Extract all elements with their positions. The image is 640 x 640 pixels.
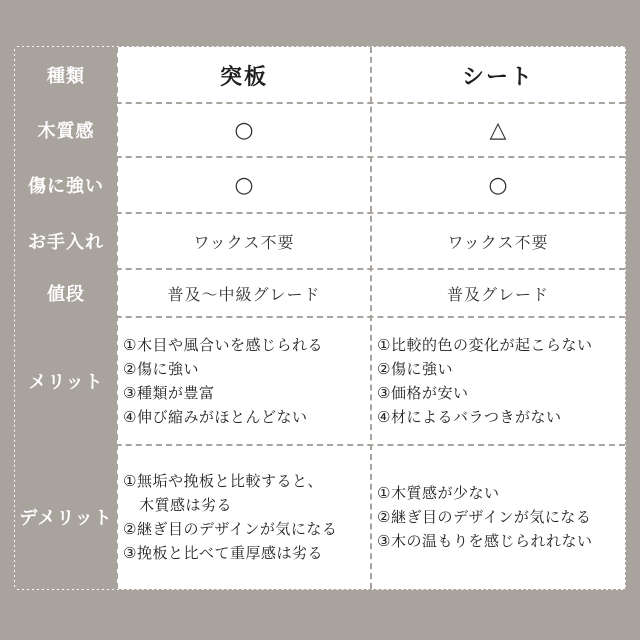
scratch-label: 傷に強い xyxy=(28,176,104,197)
price-sheet-value: 普及グレード xyxy=(446,284,549,304)
demerit-label-cell xyxy=(15,445,117,589)
demerit-sheet-list xyxy=(377,481,592,553)
price-label: 値段 xyxy=(47,284,85,305)
wood-texture-sheet-cell xyxy=(371,103,625,157)
demerit-sheet-cell xyxy=(371,445,625,589)
header-sheet: シート xyxy=(461,64,534,90)
row-divider xyxy=(15,316,625,318)
wood-texture-sheet-symbol: △ xyxy=(489,117,507,143)
price-veneer-cell xyxy=(117,269,371,317)
list-item: ②継ぎ目のデザインが気になる xyxy=(123,520,338,538)
header-label-cell xyxy=(15,47,117,103)
list-item: 木質感は劣る xyxy=(139,496,233,514)
care-veneer-cell xyxy=(117,213,371,269)
column-divider xyxy=(370,47,372,589)
care-veneer-value: ワックス不要 xyxy=(193,232,295,252)
demerit-veneer-cell xyxy=(117,445,371,589)
price-sheet-cell xyxy=(371,269,625,317)
list-item: ②継ぎ目のデザインが気になる xyxy=(377,508,592,526)
list-item: ③木の温もりを感じられれない xyxy=(377,532,593,550)
wood-texture-label-cell xyxy=(15,103,117,157)
care-label-cell xyxy=(15,213,117,269)
demerit-label: デメリット xyxy=(19,508,113,529)
wood-texture-veneer-cell xyxy=(117,103,371,157)
list-item: ①比較的色の変化が起こらない xyxy=(377,336,593,354)
care-sheet-value: ワックス不要 xyxy=(447,232,549,252)
care-sheet-cell xyxy=(371,213,625,269)
list-item: ①無垢や挽板と比較すると、 xyxy=(123,472,323,490)
list-item: ③価格が安い xyxy=(377,384,469,402)
row-divider xyxy=(15,268,625,270)
list-item: ①木目や風合いを感じられる xyxy=(123,336,323,354)
wood-texture-label: 木質感 xyxy=(37,121,95,142)
header-sheet-cell xyxy=(371,47,625,103)
scratch-veneer-symbol: ○ xyxy=(234,172,254,198)
row-divider xyxy=(15,444,625,446)
price-veneer-value: 普及～中級グレード xyxy=(167,284,321,304)
care-label: お手入れ xyxy=(28,232,104,253)
merit-veneer-cell xyxy=(117,317,371,445)
merit-veneer-list xyxy=(123,333,323,429)
merit-sheet-list xyxy=(377,333,592,429)
comparison-table xyxy=(14,46,626,590)
column-divider xyxy=(116,47,118,589)
row-divider xyxy=(15,102,625,104)
list-item: ①木質感が少ない xyxy=(377,484,500,502)
merit-sheet-cell xyxy=(371,317,625,445)
list-item: ②傷に強い xyxy=(123,360,199,378)
price-label-cell xyxy=(15,269,117,317)
list-item: ③種類が豊富 xyxy=(123,384,215,402)
list-item: ③挽板と比べて重厚感は劣る xyxy=(123,544,323,562)
scratch-veneer-cell xyxy=(117,157,371,213)
row-divider xyxy=(15,156,625,158)
scratch-sheet-symbol: ○ xyxy=(488,172,508,198)
merit-label-cell xyxy=(15,317,117,445)
header-veneer: 突板 xyxy=(219,64,268,90)
demerit-veneer-list xyxy=(123,469,337,565)
row-divider xyxy=(15,212,625,214)
wood-texture-veneer-symbol: ○ xyxy=(234,117,254,143)
header-label: 種類 xyxy=(47,66,85,87)
header-veneer-cell xyxy=(117,47,371,103)
list-item: ④材によるバラつきがない xyxy=(377,408,562,426)
list-item: ④伸び縮みがほとんどない xyxy=(123,408,308,426)
scratch-sheet-cell xyxy=(371,157,625,213)
scratch-label-cell xyxy=(15,157,117,213)
merit-label: メリット xyxy=(28,372,104,393)
list-item: ②傷に強い xyxy=(377,360,453,378)
